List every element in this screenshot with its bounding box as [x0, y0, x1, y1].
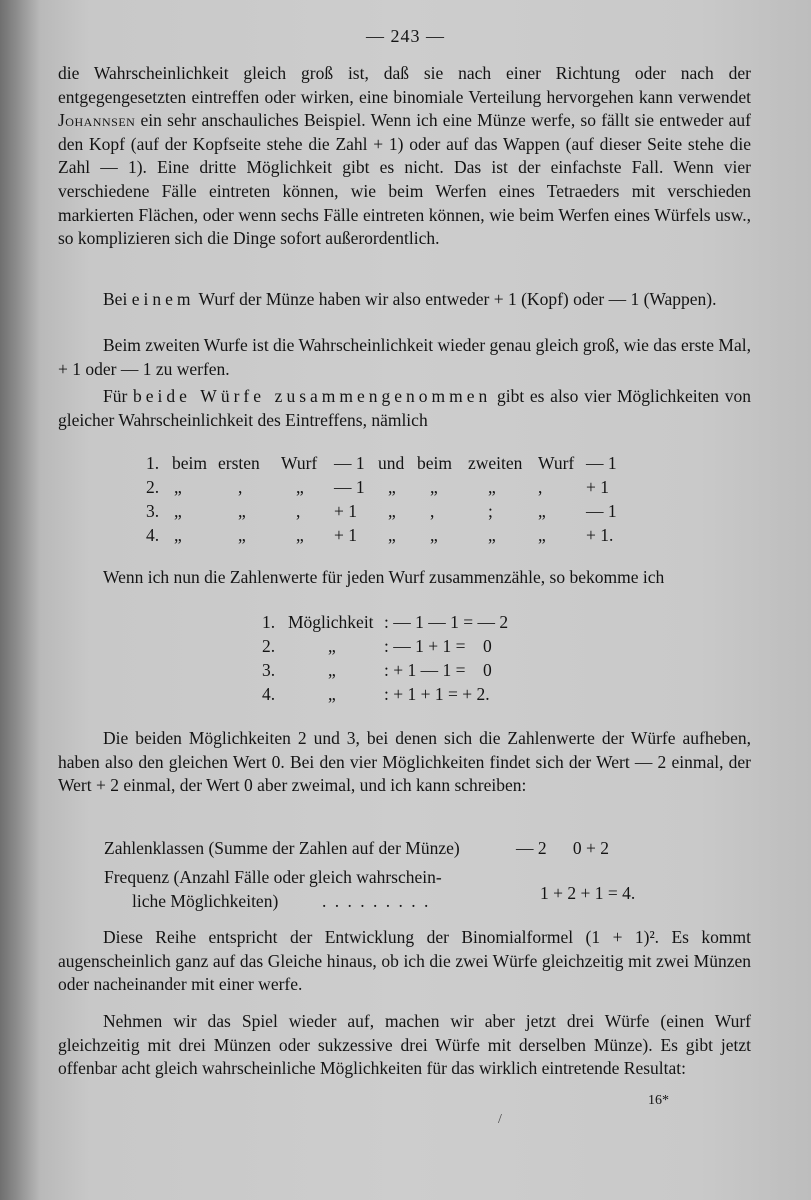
ditto-mark: „ — [430, 525, 438, 545]
sum-expression: : + 1 — 1 = 0 — [384, 660, 492, 680]
row-text: ersten — [218, 453, 260, 473]
throw-row — [146, 525, 646, 547]
ditto-mark: „ — [238, 501, 246, 521]
stray-mark: / — [498, 1112, 502, 1127]
first-value: + 1 — [334, 525, 357, 545]
second-value: — 1 — [586, 453, 617, 473]
ditto-mark: „ — [328, 684, 336, 704]
row-number: 2. — [146, 477, 160, 497]
first-value: + 1 — [334, 501, 357, 521]
ditto-mark: „ — [388, 477, 396, 497]
second-value: — 1 — [586, 501, 617, 521]
ditto-mark: „ — [538, 525, 546, 545]
paragraph-three-throws — [58, 1010, 751, 1081]
paragraph-second-throw — [58, 334, 751, 381]
classes-values: — 2 0 + 2 — [516, 838, 609, 858]
row-number: 3. — [146, 501, 160, 521]
text: Wurf der Münze haben wir also entweder + 1 (Kopf) oder — 1 (Wappen). — [194, 289, 717, 309]
author-name: Johannsen — [58, 110, 136, 131]
text: gibt es also vier Möglichkeiten von gleicher Wahrscheinlichkeit des Eintreffens, nämlich — [58, 386, 751, 430]
paragraph-intro — [58, 62, 751, 251]
paragraph-both-throws — [58, 385, 751, 432]
throw-row — [146, 453, 646, 475]
text: Bei — [103, 289, 132, 309]
row-text: beim — [417, 453, 452, 473]
text: Die beiden Möglichkeiten 2 und 3, bei denen sich die Zahlenwerte der Würfe aufheben, haben also den gleichen Wert 0. Bei den vier Möglichkeiten findet sich der Wert — 2 einmal, der Wert + 2 einmal, der Wert 0 aber zweimal, und ich kann schreiben: — [58, 728, 751, 796]
spaced-emphasis: einem — [131, 289, 195, 309]
second-value: + 1 — [586, 477, 609, 497]
ditto-mark: „ — [388, 501, 396, 521]
intro-text-rest: ein sehr anschauliches Beispiel. Wenn ich eine Münze werfe, so fällt sie entweder auf den Kopf (auf der Kopfseite stehe die Zahl + 1) oder auf das Wappen (auf dieser Seite stehe die Zahl — 1). Eine dritte Möglichkeit gibt es nicht. Das ist der einfachste Fall. Wenn vier verschiedene Fälle eintreten können, wie beim Werfen eines Tetraeders mit verschieden markierten Flächen, oder wenn sechs Fälle eintreten können, wie beim Werfen eines Würfels usw., so komplizieren sich die Dinge sofort außerordentlich. — [58, 110, 751, 249]
row-number: 1. — [146, 453, 160, 473]
row-text: zweiten — [468, 453, 523, 473]
ditto-mark: „ — [328, 660, 336, 680]
ditto-mark: „ — [430, 477, 438, 497]
text: Nehmen wir das Spiel wieder auf, machen wir aber jetzt drei Würfe (einen Wurf gleichzeitig mit drei Münzen oder sukzessive drei Würfe mit derselben Münze). Es gibt jetzt offenbar acht gleich wahrscheinliche Möglichkeiten für das wirklich eintretende Resultat: — [58, 1011, 751, 1079]
ditto-mark: „ — [538, 501, 546, 521]
ditto-mark: „ — [174, 525, 182, 545]
paragraph-binomial — [58, 926, 751, 997]
ditto-mark: „ — [388, 525, 396, 545]
ditto-mark: , — [296, 501, 301, 521]
ditto-mark: , — [538, 477, 543, 497]
first-value: — 1 — [334, 477, 365, 497]
intro-text: die Wahrscheinlichkeit gleich groß ist, daß sie nach einer Richtung oder nach der entgegengesetzten eintreffen oder wirken, eine binomiale Verteilung hervorgehen kann verwendet — [58, 63, 751, 107]
leader-dots: . . . . . . . . . — [322, 891, 431, 911]
throw-row — [146, 501, 646, 523]
frequency-values: 1 + 2 + 1 = 4. — [540, 883, 636, 903]
page-number: — 243 — — [366, 26, 445, 46]
text: Für — [103, 386, 134, 406]
row-number: 2. — [262, 636, 276, 656]
ditto-mark: „ — [488, 477, 496, 497]
ditto-mark: „ — [174, 477, 182, 497]
sum-expression: : — 1 + 1 = 0 — [384, 636, 492, 656]
ditto-mark: „ — [296, 477, 304, 497]
sum-row — [262, 612, 562, 634]
throw-row — [146, 477, 646, 499]
second-value: + 1. — [586, 525, 614, 545]
ditto-mark: „ — [328, 636, 336, 656]
row-number: 4. — [262, 684, 276, 704]
row-number: 1. — [262, 612, 276, 632]
frequency-label-cont: liche Möglichkeiten) — [132, 891, 279, 911]
ditto-mark: „ — [238, 525, 246, 545]
paragraph-classes-intro — [58, 727, 751, 798]
sum-row — [262, 684, 562, 706]
sum-expression: : + 1 + 1 = + 2. — [384, 684, 490, 704]
classes-label: Zahlenklassen (Summe der Zahlen auf der Münze) — [104, 838, 460, 858]
sum-expression: : — 1 — 1 = — 2 — [384, 612, 509, 632]
paragraph-single-throw — [58, 288, 751, 312]
row-text: Wurf — [281, 453, 318, 473]
row-number: 4. — [146, 525, 160, 545]
row-label: Möglichkeit — [288, 612, 374, 632]
classes-row — [104, 838, 664, 860]
row-text: Wurf — [538, 453, 575, 473]
text: Wenn ich nun die Zahlenwerte für jeden Wurf zusammenzähle, so bekomme ich — [103, 567, 665, 587]
ditto-mark: ; — [488, 501, 493, 521]
frequency-label: Frequenz (Anzahl Fälle oder gleich wahrschein- — [104, 867, 442, 887]
row-text: beim — [172, 453, 207, 473]
ditto-mark: „ — [296, 525, 304, 545]
spaced-emphasis: beide Würfe zusammengenommen — [133, 386, 492, 406]
paragraph-sums-intro — [58, 566, 751, 590]
text: Beim zweiten Wurfe ist die Wahrscheinlichkeit wieder genau gleich groß, wie das erste Mal, + 1 oder — 1 zu werfen. — [58, 335, 751, 379]
row-text: und — [378, 453, 405, 473]
text: Diese Reihe entspricht der Entwicklung der Binomialformel (1 + 1)². Es kommt augenscheinlich ganz auf das Gleiche hinaus, ob ich die zwei Würfe gleichzeitig mit zwei Münzen oder nacheinander mit einer werfe. — [58, 927, 751, 995]
frequency-row-cont — [132, 883, 692, 913]
ditto-mark: , — [430, 501, 435, 521]
sum-row — [262, 636, 562, 658]
first-value: — 1 — [334, 453, 365, 473]
sum-row — [262, 660, 562, 682]
ditto-mark: „ — [488, 525, 496, 545]
ditto-mark: , — [238, 477, 243, 497]
ditto-mark: „ — [174, 501, 182, 521]
signature-mark: 16* — [648, 1093, 669, 1108]
row-number: 3. — [262, 660, 276, 680]
